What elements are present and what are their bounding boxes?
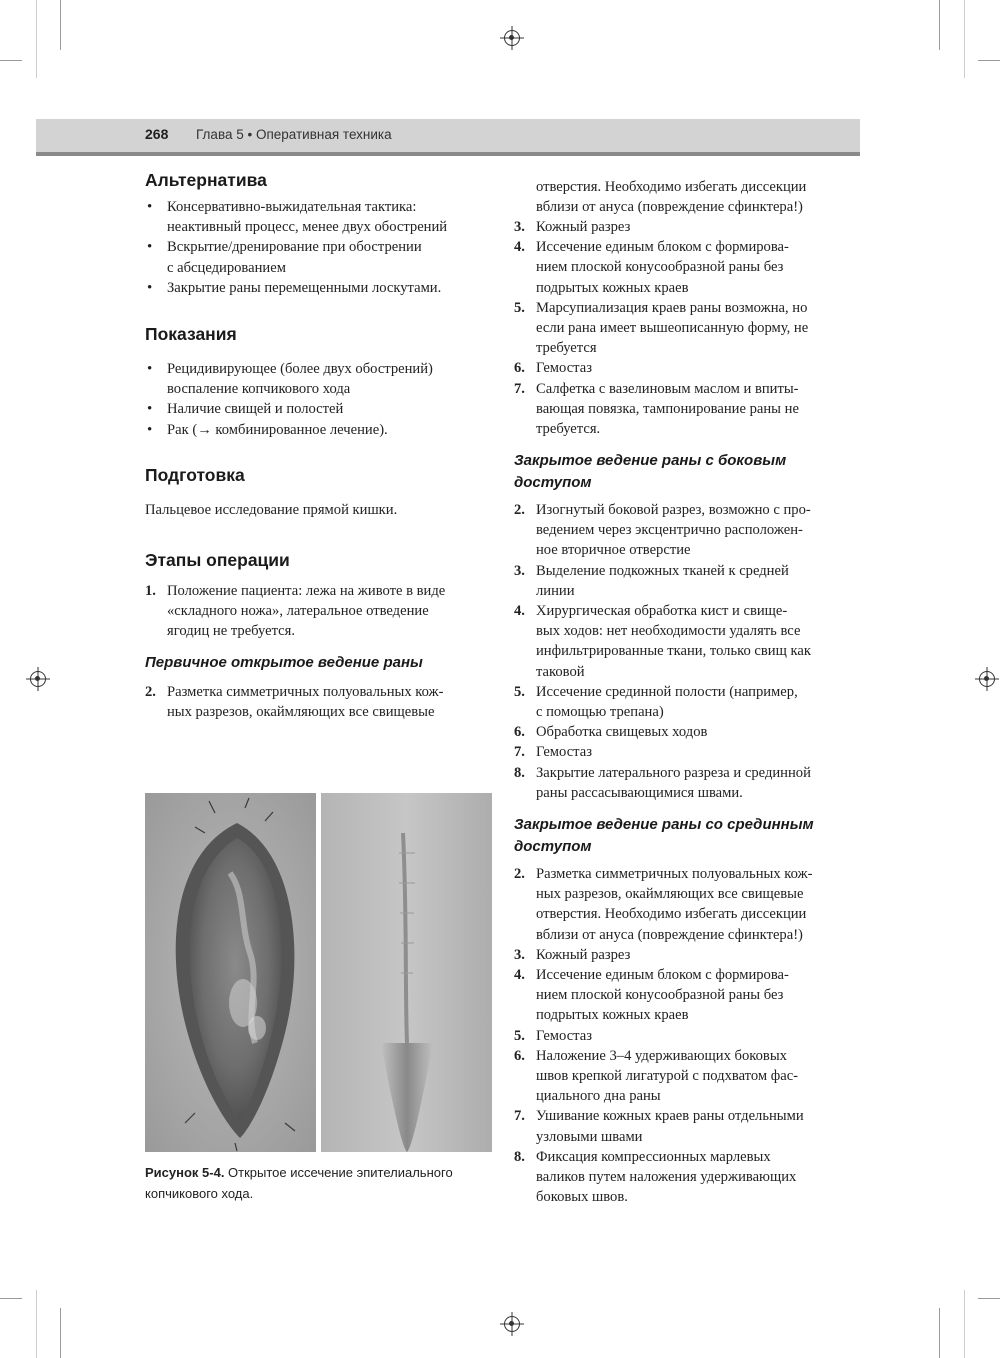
list-item: 7. Салфетка с вазелиновым маслом и впиты- вающая повязка, тампонирование раны не требуется.	[514, 380, 799, 438]
heading-alternative: Альтернатива	[145, 170, 267, 190]
figure-caption-line1: Открытое иссечение эпителиального	[224, 1165, 453, 1180]
list-item: • Закрытие раны перемещенными лоскутами.	[145, 278, 505, 298]
crop-mark	[0, 1298, 22, 1299]
heading-median: Закрытое ведение раны со срединным доступом	[514, 816, 814, 855]
list-item: 6. Обработка свищевых ходов	[514, 724, 708, 741]
figure-label: Рисунок 5-4.	[145, 1165, 225, 1180]
list-item: 3. Кожный разрез	[514, 219, 631, 235]
crop-mark	[939, 0, 940, 50]
heading-stages: Этапы операции	[145, 550, 290, 570]
crop-mark	[939, 1308, 940, 1358]
bleed-line	[36, 1290, 37, 1358]
heading-preparation: Подготовка	[145, 465, 245, 485]
crop-mark	[978, 1298, 1000, 1299]
preparation-text: Пальцевое исследование прямой кишки.	[145, 502, 398, 518]
stages-list	[145, 581, 505, 642]
crop-mark	[0, 60, 22, 61]
bleed-line	[36, 0, 37, 78]
crop-mark	[978, 60, 1000, 61]
list-item: 8. Фиксация компрессионных марлевых валиков путем наложения удерживающих боковых швов.	[514, 1148, 797, 1206]
list-item: 3. Выделение подкожных тканей к средней линии	[514, 562, 789, 599]
figure-caption	[145, 1162, 505, 1204]
indications-list	[145, 359, 505, 440]
list-item: 3. Кожный разрез	[514, 946, 631, 963]
list-item: • Вскрытие/дренирование при обострении с абсцедированием	[145, 237, 505, 277]
list-item: 5. Иссечение срединной полости (например, с помощью трепана)	[514, 683, 798, 721]
list-item: • Рак (→ комбинированное лечение).	[145, 420, 505, 440]
list-item: 6. Наложение 3–4 удерживающих боковых швов крепкой лигатурой с подхватом фас- циального дна раны	[514, 1047, 799, 1105]
registration-mark-icon	[30, 671, 46, 687]
list-item: • Рецидивирующее (более двух обострений) воспаление копчикового хода	[145, 359, 505, 399]
open-steps-list	[514, 217, 864, 439]
continued-text	[514, 177, 864, 217]
figure-caption-line2: копчикового хода.	[145, 1186, 254, 1201]
list-item: 5. Марсупиализация краев раны возможна, но если рана имеет вышеописанную форму, не требуется	[514, 299, 809, 357]
list-item: 7. Гемостаз	[514, 744, 592, 761]
heading-lateral: Закрытое ведение раны с боковым доступом	[514, 452, 787, 491]
list-item: 6. Гемостаз	[514, 360, 592, 377]
list-item: 1. Положение пациента: лежа на животе в виде «складного ножа», латеральное отведение ягодиц не требуется.	[145, 583, 446, 640]
registration-mark-icon	[504, 30, 520, 46]
list-item: 4. Иссечение единым блоком с формирова- нием плоской конусообразной раны без подрытых кожных краев	[514, 239, 789, 296]
page-number: 268	[145, 126, 169, 142]
heading-indications: Показания	[145, 324, 237, 344]
list-item: 8. Закрытие латерального разреза и срединной раны рассасывающимися швами.	[514, 764, 811, 801]
figure-photo-open-wound	[145, 793, 316, 1152]
list-item: отверстия. Необходимо избегать диссекции вблизи от ануса (повреждение сфинктера!)	[536, 179, 807, 216]
list-item: 2. Изогнутый боковой разрез, возможно с про- ведением через эксцентрично расположен- ное вторичное отверстие	[514, 502, 811, 559]
alternative-list	[145, 197, 505, 298]
list-item: • Наличие свищей и полостей	[145, 399, 505, 419]
heading-primary-open: Первичное открытое ведение раны	[145, 654, 423, 671]
crop-mark	[60, 0, 61, 50]
list-item: 2. Разметка симметричных полуовальных кож- ных разрезов, окаймляющих все свищевые	[145, 684, 444, 721]
registration-mark-icon	[504, 1316, 520, 1332]
bleed-line	[964, 0, 965, 78]
figure-photo-healed-scar	[321, 793, 492, 1152]
running-header	[36, 119, 860, 156]
list-item: 7. Ушивание кожных краев раны отдельными узловыми швами	[514, 1108, 804, 1145]
crop-mark	[60, 1308, 61, 1358]
list-item: 4. Хирургическая обработка кист и свище- вых ходов: нет необходимости удалять все инфильтрированные ткани, только свищ как таковой	[514, 603, 811, 680]
list-item: 5. Гемостаз	[514, 1027, 592, 1044]
chapter-title: Глава 5 • Оперативная техника	[196, 127, 392, 142]
lateral-steps-list	[514, 500, 864, 803]
median-steps-list	[514, 864, 864, 1207]
list-item: 4. Иссечение единым блоком с формирова- нием плоской конусообразной раны без подрытых кожных краев	[514, 967, 789, 1024]
registration-mark-icon	[979, 671, 995, 687]
list-item: 2. Разметка симметричных полуовальных кож- ных разрезов, окаймляющих все свищевые отверстия. Необходимо избегать диссекции вблизи от ануса (повреждение сфинктера!)	[514, 866, 813, 943]
bleed-line	[964, 1290, 965, 1358]
list-item: • Консервативно-выжидательная тактика: неактивный процесс, менее двух обострений	[145, 197, 505, 237]
primary-open-list	[145, 682, 505, 722]
